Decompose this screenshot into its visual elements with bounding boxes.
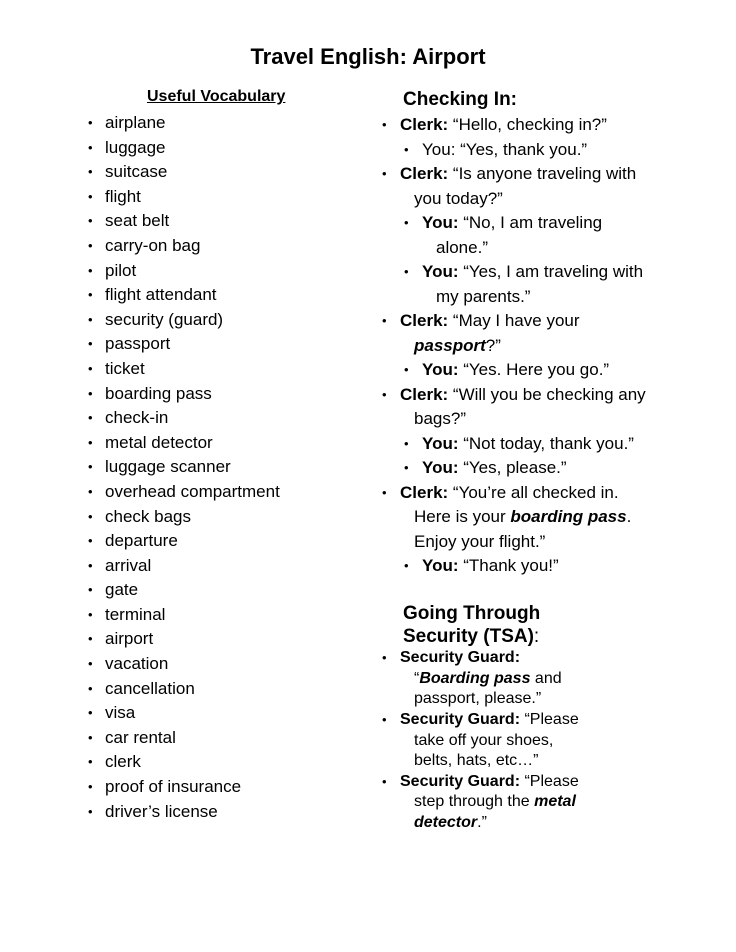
vocabulary-word: carry-on bag bbox=[105, 235, 201, 255]
speaker-label: You: bbox=[422, 556, 459, 575]
vocabulary-word: vacation bbox=[105, 654, 169, 674]
vocabulary-item bbox=[88, 775, 280, 800]
dialog-continuation: you today?” bbox=[414, 188, 503, 208]
dialog-text: “Is anyone traveling with bbox=[448, 164, 637, 183]
dialog-text: “No, I am traveling bbox=[458, 213, 603, 232]
bullet-icon: • bbox=[404, 264, 409, 279]
security-dialog bbox=[382, 648, 722, 833]
dialog-text: Here is your bbox=[414, 507, 511, 526]
vocabulary-word: metal detector bbox=[105, 432, 213, 452]
speaker-label: You: bbox=[422, 262, 459, 281]
vocabulary-word: seat belt bbox=[105, 211, 170, 231]
dialog-text: “Yes, please.” bbox=[458, 458, 567, 477]
bullet-icon: • bbox=[404, 558, 409, 573]
speaker-label: You: bbox=[422, 433, 459, 453]
bullet-icon: • bbox=[382, 712, 387, 727]
bullet-icon: • bbox=[382, 166, 387, 181]
dialog-continuation: my parents.” bbox=[436, 286, 531, 306]
dialog-line bbox=[382, 554, 722, 579]
bullet-icon: • bbox=[88, 582, 93, 598]
speaker-label: Clerk: bbox=[400, 482, 449, 502]
speaker-label: You: bbox=[422, 360, 459, 379]
bullet-icon: • bbox=[88, 459, 93, 475]
bullet-icon: • bbox=[88, 483, 93, 499]
bullet-icon: • bbox=[88, 164, 93, 180]
dialog-continuation: take off your shoes, bbox=[414, 731, 554, 749]
vocabulary-item bbox=[88, 627, 280, 652]
vocabulary-item bbox=[88, 259, 280, 284]
bullet-icon: • bbox=[382, 484, 387, 500]
vocabulary-word: proof of insurance bbox=[105, 777, 242, 797]
bullet-icon: • bbox=[88, 803, 93, 819]
dialog-line bbox=[382, 648, 722, 710]
emphasis-term: detector bbox=[414, 813, 478, 831]
dialog-line bbox=[382, 772, 722, 834]
vocabulary-word: terminal bbox=[105, 604, 166, 624]
dialog-text: “Will you be checking any bbox=[448, 384, 646, 404]
bullet-icon: • bbox=[88, 237, 93, 253]
security-heading-line: Going Through bbox=[403, 603, 541, 624]
speaker-label: Clerk: bbox=[400, 311, 449, 330]
dialog-line bbox=[382, 309, 722, 358]
dialog-continuation: bags?” bbox=[414, 409, 466, 428]
vocabulary-item bbox=[88, 505, 280, 530]
vocabulary-item bbox=[88, 529, 280, 554]
vocabulary-word: clerk bbox=[105, 752, 141, 772]
vocabulary-word: security (guard) bbox=[105, 309, 224, 329]
dialog-continuation bbox=[400, 505, 722, 530]
speaker-label: Clerk: bbox=[400, 115, 449, 134]
vocabulary-word: departure bbox=[105, 531, 178, 551]
dialog-line bbox=[382, 260, 722, 309]
vocabulary-word: airplane bbox=[105, 113, 166, 132]
security-heading bbox=[403, 602, 540, 648]
vocabulary-item bbox=[88, 750, 280, 775]
security-heading-line: Security (TSA) bbox=[403, 626, 534, 647]
vocabulary-word: visa bbox=[105, 703, 136, 723]
bullet-icon: • bbox=[382, 313, 387, 328]
speaker-label: Security Guard: bbox=[400, 711, 521, 728]
dialog-continuation bbox=[400, 792, 722, 813]
vocabulary-item bbox=[88, 603, 280, 628]
vocabulary-item bbox=[88, 677, 280, 702]
speaker-label: Clerk: bbox=[400, 164, 449, 183]
dialog-text: “Please bbox=[520, 772, 579, 790]
dialog-text: “Yes. Here you go.” bbox=[458, 360, 610, 379]
bullet-icon: • bbox=[88, 533, 93, 549]
emphasis-term: passport bbox=[414, 335, 486, 355]
dialog-text: “Please bbox=[520, 711, 579, 728]
dialog-line bbox=[382, 162, 722, 211]
vocabulary-item bbox=[88, 136, 280, 161]
bullet-icon: • bbox=[404, 460, 409, 475]
dialog-line bbox=[382, 211, 722, 260]
vocabulary-item bbox=[88, 726, 280, 751]
bullet-icon: • bbox=[88, 754, 93, 770]
bullet-icon: • bbox=[382, 117, 387, 132]
vocabulary-word: suitcase bbox=[105, 162, 168, 182]
bullet-icon: • bbox=[88, 729, 93, 745]
dialog-continuation bbox=[400, 813, 722, 834]
checking-in-dialog bbox=[382, 113, 722, 579]
security-heading-colon: : bbox=[533, 626, 540, 647]
vocabulary-item bbox=[88, 578, 280, 603]
vocabulary-item bbox=[88, 357, 280, 382]
bullet-icon: • bbox=[88, 508, 93, 524]
bullet-icon: • bbox=[88, 631, 93, 647]
vocabulary-word: airport bbox=[105, 629, 154, 649]
dialog-text: .” bbox=[477, 813, 487, 831]
dialog-text: “You’re all checked in. bbox=[448, 482, 619, 502]
vocabulary-item bbox=[88, 431, 280, 456]
bullet-icon: • bbox=[88, 680, 93, 696]
vocabulary-word: luggage bbox=[105, 137, 166, 157]
dialog-text: “ bbox=[414, 669, 420, 687]
vocabulary-item bbox=[88, 701, 280, 726]
dialog-line bbox=[382, 383, 722, 432]
vocabulary-word: ticket bbox=[105, 358, 145, 378]
vocabulary-item bbox=[88, 406, 280, 431]
dialog-line bbox=[382, 456, 722, 481]
vocabulary-item bbox=[88, 800, 280, 825]
vocabulary-word: boarding pass bbox=[105, 383, 212, 403]
vocabulary-word: pilot bbox=[105, 260, 137, 280]
bullet-icon: • bbox=[88, 311, 93, 327]
bullet-icon: • bbox=[404, 215, 409, 230]
bullet-icon: • bbox=[88, 360, 93, 376]
dialog-text: “Not today, thank you.” bbox=[458, 433, 634, 453]
vocabulary-word: flight attendant bbox=[105, 285, 217, 305]
vocabulary-item bbox=[88, 160, 280, 185]
vocabulary-word: car rental bbox=[105, 727, 176, 747]
vocabulary-item bbox=[88, 382, 280, 407]
bullet-icon: • bbox=[382, 650, 387, 665]
speaker-label: Clerk: bbox=[400, 384, 449, 404]
bullet-icon: • bbox=[404, 435, 409, 451]
bullet-icon: • bbox=[88, 705, 93, 721]
vocabulary-item bbox=[88, 234, 280, 259]
dialog-line bbox=[382, 481, 722, 555]
dialog-text: step through the bbox=[414, 793, 535, 810]
bullet-icon: • bbox=[88, 606, 93, 622]
dialog-text: ?” bbox=[485, 335, 501, 355]
bullet-icon: • bbox=[88, 336, 93, 352]
bullet-icon: • bbox=[88, 779, 93, 795]
dialog-continuation bbox=[400, 669, 722, 690]
vocabulary-word: check bags bbox=[105, 506, 191, 526]
page-title: Travel English: Airport bbox=[250, 44, 486, 69]
vocabulary-item bbox=[88, 480, 280, 505]
speaker-label: Security Guard: bbox=[400, 772, 521, 790]
dialog-text: “Thank you!” bbox=[458, 556, 559, 575]
vocabulary-word: driver’s license bbox=[105, 801, 218, 821]
bullet-icon: • bbox=[404, 362, 409, 377]
vocabulary-item bbox=[88, 554, 280, 579]
vocabulary-item bbox=[88, 209, 280, 234]
vocabulary-item bbox=[88, 332, 280, 357]
dialog-line bbox=[382, 710, 722, 772]
bullet-icon: • bbox=[88, 656, 93, 672]
vocabulary-word: gate bbox=[105, 580, 139, 600]
dialog-line bbox=[382, 432, 722, 457]
checking-in-heading: Checking In: bbox=[403, 89, 518, 110]
vocabulary-word: overhead compartment bbox=[105, 481, 280, 501]
dialog-continuation bbox=[400, 334, 722, 359]
dialog-continuation: Enjoy your flight.” bbox=[414, 531, 546, 551]
speaker-label: You: bbox=[422, 458, 459, 477]
vocabulary-word: check-in bbox=[105, 408, 169, 428]
dialog-text: “Hello, checking in?” bbox=[448, 115, 607, 134]
dialog-text: “Yes, I am traveling with bbox=[458, 262, 644, 281]
bullet-icon: • bbox=[382, 773, 387, 789]
bullet-icon: • bbox=[88, 213, 93, 229]
speaker-label: You: bbox=[422, 213, 459, 232]
bullet-icon: • bbox=[88, 262, 93, 278]
dialog-text: . bbox=[626, 507, 632, 526]
bullet-icon: • bbox=[88, 385, 93, 401]
vocabulary-word: flight bbox=[105, 186, 141, 206]
bullet-icon: • bbox=[88, 434, 93, 450]
dialog-continuation: passport, please.” bbox=[414, 690, 542, 707]
speaker-label: Security Guard: bbox=[400, 649, 521, 666]
bullet-icon: • bbox=[88, 115, 93, 130]
vocabulary-word: arrival bbox=[105, 555, 152, 575]
emphasis-term: boarding pass bbox=[510, 507, 627, 526]
emphasis-term: Boarding pass bbox=[419, 669, 531, 687]
dialog-text: You: “Yes, thank you.” bbox=[422, 139, 588, 159]
bullet-icon: • bbox=[88, 410, 93, 426]
bullet-icon: • bbox=[88, 557, 93, 573]
vocabulary-heading: Useful Vocabulary bbox=[147, 88, 286, 105]
vocabulary-list bbox=[88, 111, 280, 824]
vocabulary-item bbox=[88, 308, 280, 333]
dialog-text: and bbox=[530, 669, 562, 687]
dialog-line bbox=[382, 113, 722, 138]
vocabulary-word: cancellation bbox=[105, 678, 195, 698]
bullet-icon: • bbox=[382, 386, 387, 402]
dialog-continuation: belts, hats, etc…” bbox=[414, 752, 539, 769]
vocabulary-item bbox=[88, 111, 280, 136]
dialog-text: “May I have your bbox=[448, 311, 580, 330]
bullet-icon: • bbox=[88, 188, 93, 204]
vocabulary-item bbox=[88, 283, 280, 308]
vocabulary-item bbox=[88, 185, 280, 210]
bullet-icon: • bbox=[88, 287, 93, 303]
vocabulary-item bbox=[88, 652, 280, 677]
emphasis-term: metal bbox=[534, 793, 576, 810]
dialog-line bbox=[382, 358, 722, 383]
vocabulary-word: passport bbox=[105, 334, 171, 354]
dialog-continuation: alone.” bbox=[436, 237, 488, 257]
bullet-icon: • bbox=[404, 141, 409, 157]
bullet-icon: • bbox=[88, 139, 93, 155]
dialog-line bbox=[382, 138, 722, 163]
vocabulary-word: luggage scanner bbox=[105, 457, 231, 477]
vocabulary-item bbox=[88, 455, 280, 480]
